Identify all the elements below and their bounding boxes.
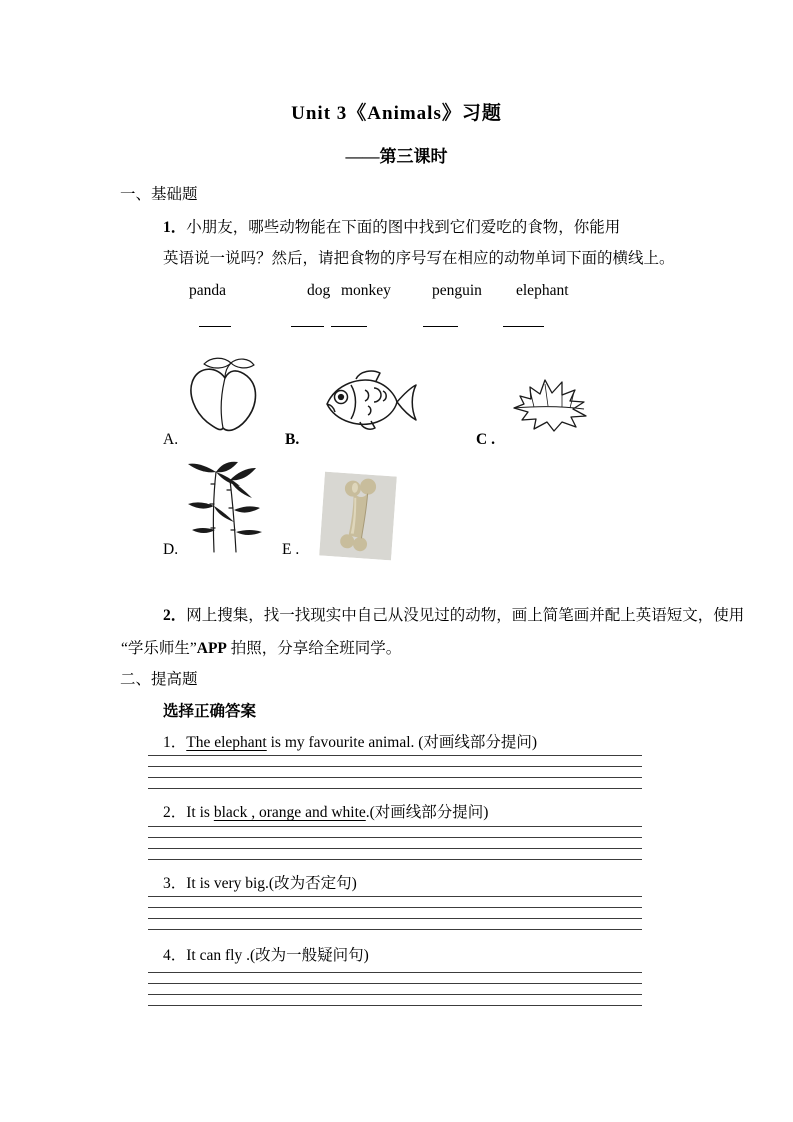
bone-image	[319, 472, 397, 561]
answer-line	[148, 848, 642, 859]
answer-line	[148, 837, 642, 848]
advanced-q2-number: 2．	[163, 804, 187, 821]
answer-line	[148, 766, 642, 777]
advanced-q3-number: 3．	[163, 875, 187, 892]
picture-label-b: B.	[285, 431, 300, 448]
answer-line	[148, 826, 642, 837]
answer-lines-q3	[148, 896, 642, 940]
peach-image	[183, 354, 265, 440]
animal-word-panda: panda	[189, 282, 227, 299]
basic-q2-text2-post: 拍照，分享给全班同学。	[226, 640, 402, 657]
picture-label-d: D.	[163, 541, 179, 558]
answer-blank-panda	[199, 318, 231, 327]
advanced-q4-text: It can fly .(改为一般疑问句)	[186, 947, 369, 964]
animal-word-penguin: penguin	[432, 282, 482, 299]
answer-blank-penguin	[423, 318, 458, 327]
answer-blank-elephant	[503, 318, 544, 327]
advanced-q1-rest: is my favourite animal. (对画线部分提问)	[266, 734, 538, 751]
answer-line	[148, 972, 642, 983]
advanced-q2-rest: .(对画线部分提问)	[365, 804, 489, 821]
doc-subtitle: ——第三课时	[345, 147, 448, 166]
basic-q1-line2: 英语说一说吗？然后，请把食物的序号写在相应的动物单词下面的横线上。	[163, 250, 675, 267]
section-basic-heading: 一、基础题	[120, 186, 198, 203]
answer-line	[148, 994, 642, 1005]
picture-label-a: A.	[163, 431, 179, 448]
answer-line	[148, 929, 642, 940]
fish-image	[320, 364, 420, 436]
answer-lines-q4	[148, 972, 642, 1016]
basic-q2-line1	[163, 606, 744, 626]
bamboo-image	[180, 458, 272, 554]
answer-blank-monkey	[331, 318, 367, 327]
answer-line	[148, 859, 642, 870]
answer-line	[148, 777, 642, 788]
answer-line	[148, 788, 642, 799]
advanced-q2-underlined: black , orange and white	[213, 804, 366, 821]
advanced-q1	[163, 733, 537, 753]
basic-q2-line2	[121, 639, 401, 659]
animal-word-dog: dog	[307, 282, 331, 299]
section-advanced-heading: 二、提高题	[120, 671, 198, 688]
animal-word-monkey: monkey	[341, 282, 391, 299]
animal-word-elephant: elephant	[516, 282, 569, 299]
basic-q1-line1	[163, 218, 620, 238]
advanced-q1-underlined: The elephant	[186, 734, 267, 751]
basic-q2-text2-pre: “学乐师生”	[121, 640, 197, 657]
advanced-q4-number: 4．	[163, 947, 187, 964]
answer-lines-q2	[148, 826, 642, 870]
basic-q2-app-label: APP	[196, 640, 227, 657]
answer-line	[148, 907, 642, 918]
picture-label-c: C .	[476, 431, 495, 448]
advanced-q2	[163, 803, 488, 823]
advanced-q3	[163, 874, 357, 894]
answer-line	[148, 1005, 642, 1016]
advanced-q3-text: It is very big.(改为否定句)	[186, 875, 357, 892]
advanced-q4	[163, 946, 369, 966]
advanced-q1-number: 1．	[163, 734, 187, 751]
picture-label-e: E .	[282, 541, 300, 558]
answer-line	[148, 918, 642, 929]
answer-lines-q1	[148, 755, 642, 799]
doc-title: Unit 3《Animals》习题	[291, 103, 502, 124]
advanced-q2-pre: It is	[186, 804, 214, 821]
basic-q1-text1: 小朋友，哪些动物能在下面的图中找到它们爱吃的食物，你能用	[186, 219, 621, 236]
answer-line	[148, 983, 642, 994]
basic-q2-number: 2．	[163, 607, 187, 624]
advanced-instruction: 选择正确答案	[163, 703, 257, 720]
answer-line	[148, 896, 642, 907]
answer-blank-dog	[291, 318, 324, 327]
answer-line	[148, 755, 642, 766]
basic-q2-text1: 网上搜集，找一找现实中自己从没见过的动物，画上简笔画并配上英语短文，使用	[186, 607, 745, 624]
basic-q1-number: 1．	[163, 219, 187, 236]
leaf-image	[510, 374, 590, 434]
